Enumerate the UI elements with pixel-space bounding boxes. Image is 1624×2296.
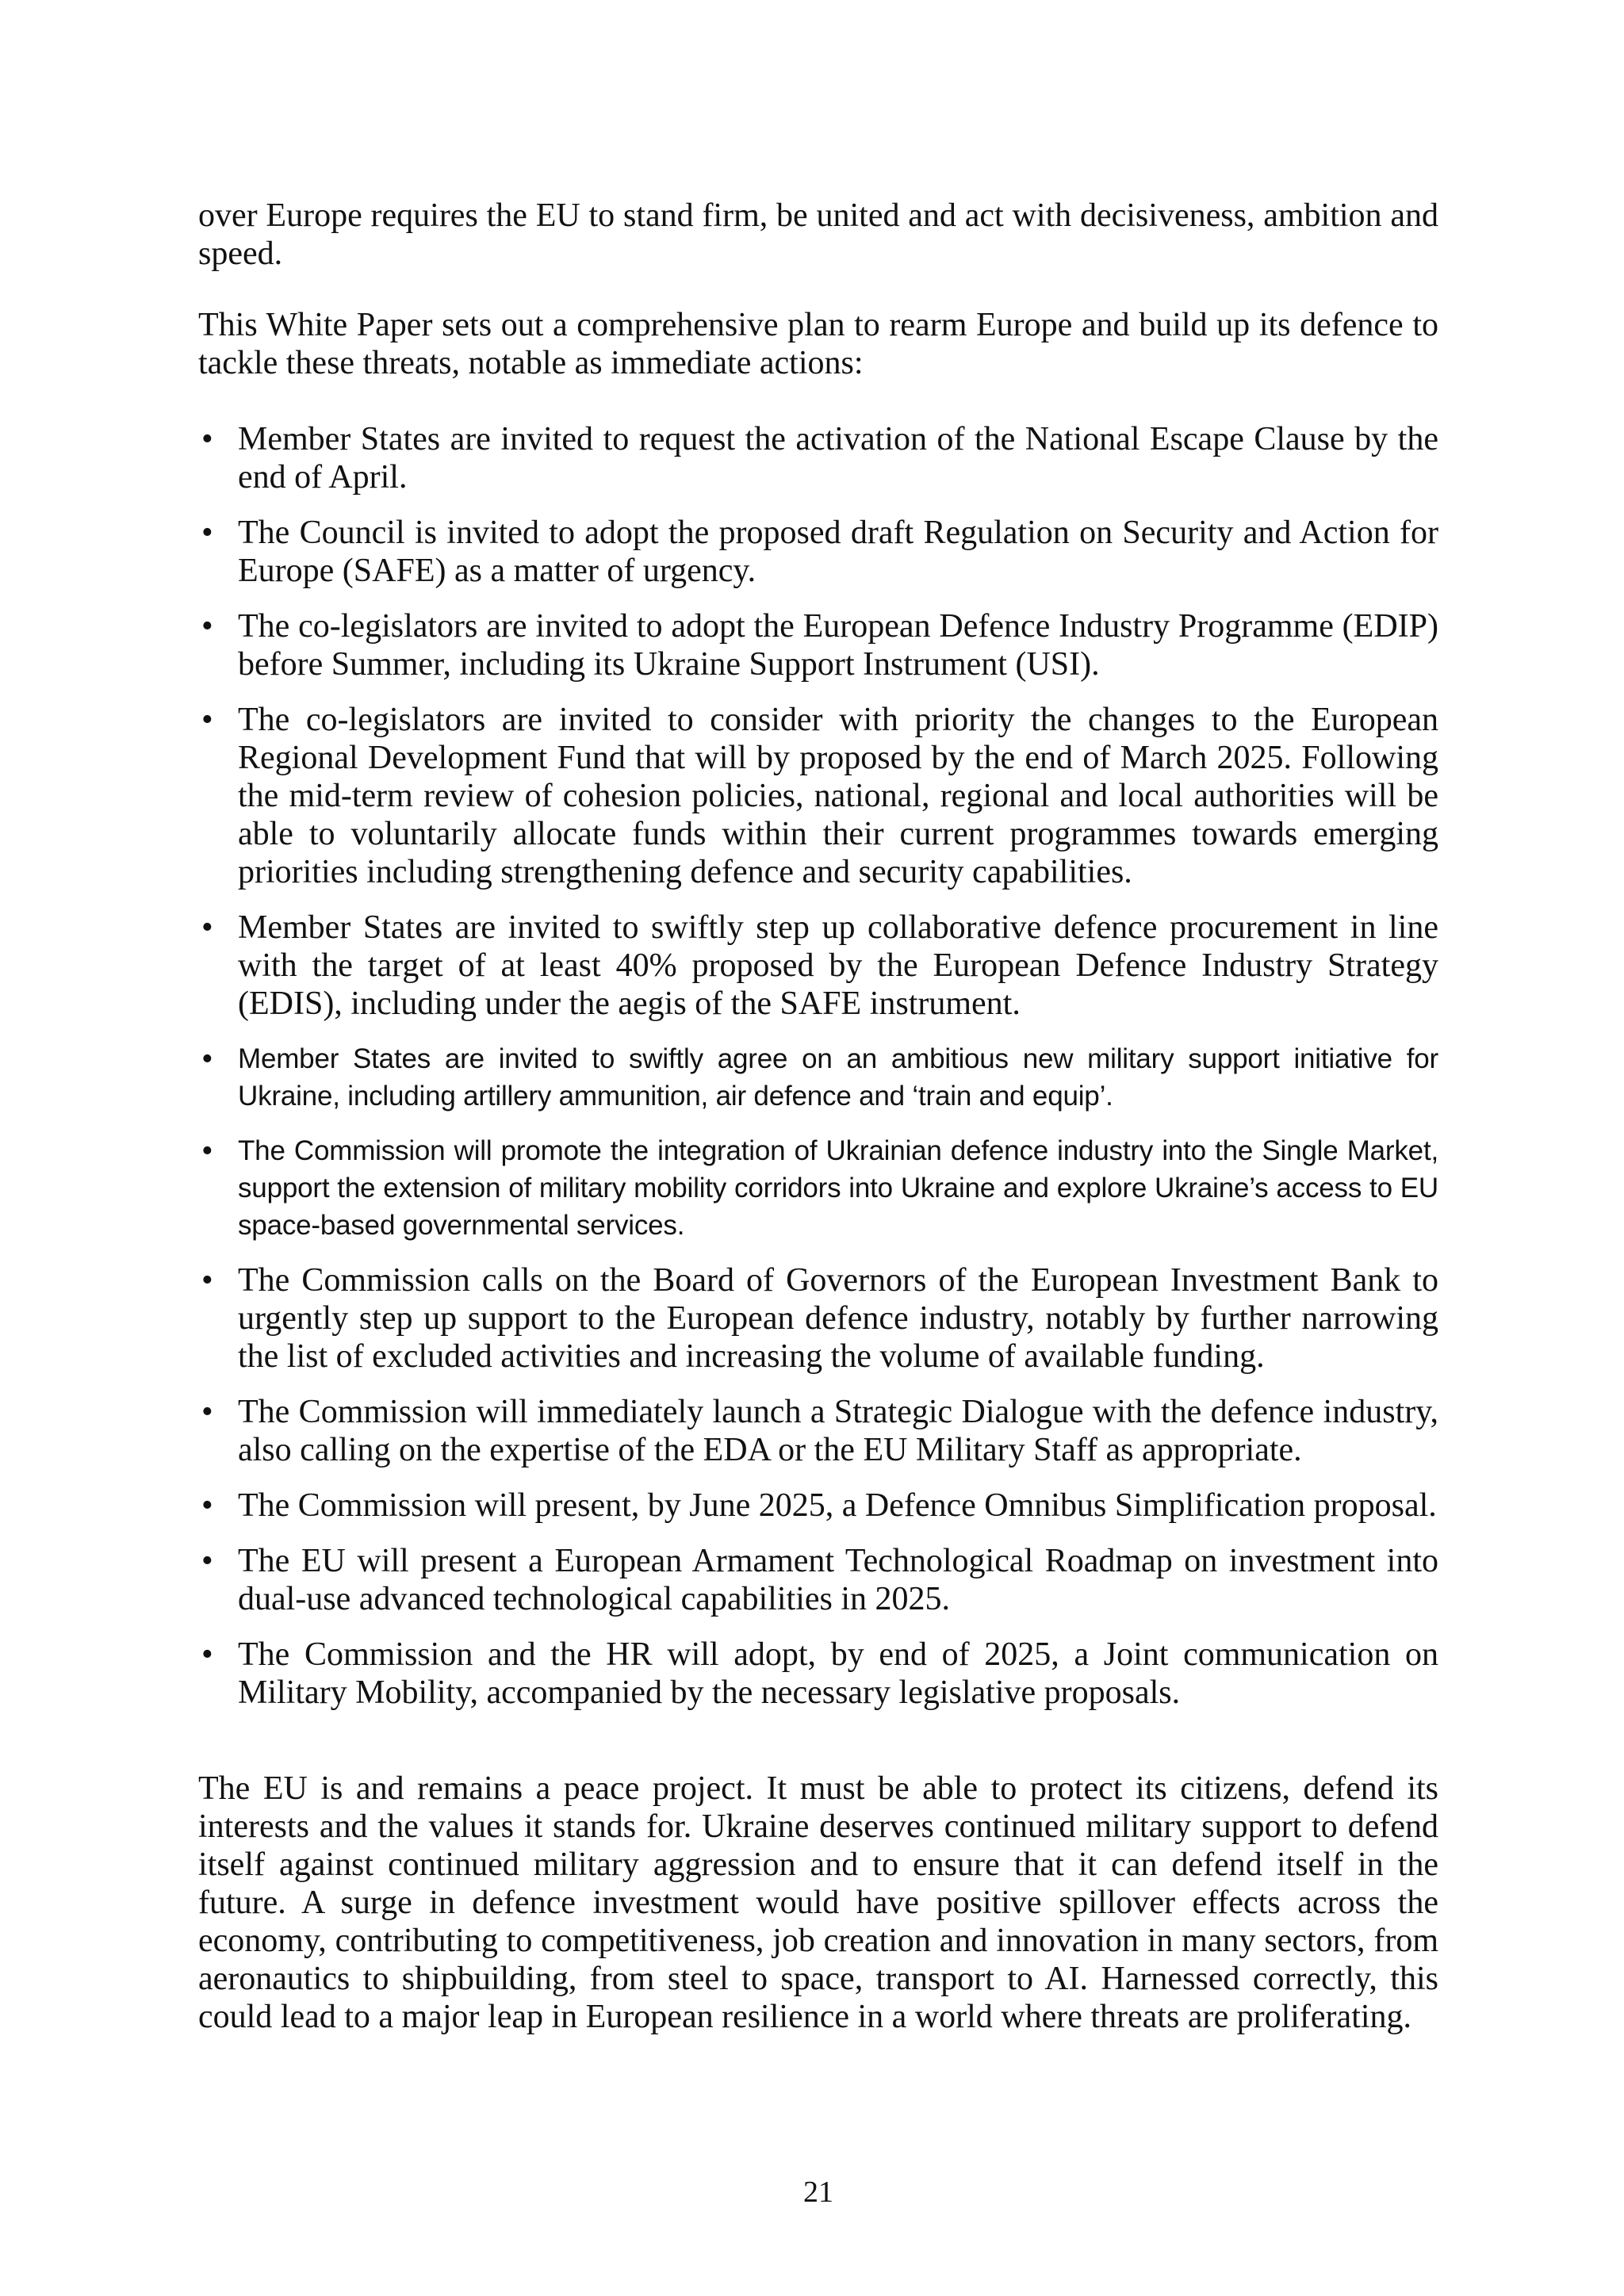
list-item-text: Member States are invited to swiftly agree on an ambitious new military support initiative for Ukraine, including artillery ammunition, air defence and ‘train and equip’. [238,1043,1438,1112]
bullet-icon: • [201,1636,213,1673]
bullet-icon: • [201,1487,213,1524]
list-item-omnibus [198,1487,1438,1525]
list-item-regional-fund [198,701,1438,891]
bullet-icon: • [201,1133,213,1169]
list-item-eib [198,1261,1438,1376]
list-item-ukraine-support [198,1040,1438,1115]
list-item-ukraine-integration [198,1132,1438,1244]
list-item-military-mobility [198,1636,1438,1712]
bullet-icon: • [201,1543,213,1579]
list-item-text: The Council is invited to adopt the proposed draft Regulation on Security and Action for Europe (SAFE) as a matter of urgency. [238,515,1438,589]
immediate-actions-list [198,420,1438,1729]
page-number: 21 [803,2175,833,2209]
paragraph-white-paper: This White Paper sets out a comprehensive plan to rearm Europe and build up its defence to tackle these threats, notable as immediate actions: [198,307,1438,381]
bullet-icon: • [201,608,213,645]
list-item-text: Member States are invited to request the activation of the National Escape Clause by the end of April. [238,421,1438,496]
document-page [198,0,1438,2296]
list-item-escape-clause [198,420,1438,496]
list-item-procurement [198,909,1438,1023]
list-item-text: The EU will present a European Armament Technological Roadmap on investment into dual-use advanced technological capabilities in 2025. [238,1543,1438,1617]
bullet-icon: • [201,421,213,457]
bullet-icon: • [201,909,213,946]
list-item-text: The Commission will present, by June 2025, a Defence Omnibus Simplification proposal. [238,1487,1437,1524]
bullet-icon: • [201,515,213,551]
list-item-edip [198,607,1438,683]
paragraph-intro-continued: over Europe requires the EU to stand firm, be united and act with decisiveness, ambition and speed. [198,197,1438,272]
list-item-text: The co-legislators are invited to adopt the European Defence Industry Programme (EDIP) before Summer, including its Ukraine Support Instrument (USI). [238,608,1438,683]
list-item-text: The Commission and the HR will adopt, by end of 2025, a Joint communication on Military Mobility, accompanied by the necessary legislative proposals. [238,1636,1438,1711]
list-item-text: The Commission will immediately launch a Strategic Dialogue with the defence industry, also calling on the expertise of the EDA or the EU Military Staff as appropriate. [238,1394,1438,1468]
list-item-strategic-dialogue [198,1393,1438,1469]
paragraph-peace-project: The EU is and remains a peace project. It must be able to protect its citizens, defend its interests and the values it stands for. Ukraine deserves continued military support to defend itself against continued military aggression and to ensure that it can defend itself in the future. A surge in defence investment would have positive spillover effects across the economy, contributing to competitiveness, job creation and innovation in many sectors, from aeronautics to shipbuilding, from steel to space, transport to AI. Harnessed correctly, this could lead to a major leap in European resilience in a world where threats are proliferating. [198,1770,1438,2035]
bullet-icon: • [201,1262,213,1299]
list-item-roadmap [198,1542,1438,1618]
list-item-text: Member States are invited to swiftly step up collaborative defence procurement in line with the target of at least 40% proposed by the European Defence Industry Strategy (EDIS), including under the aegis of the SAFE instrument. [238,909,1438,1022]
bullet-icon: • [201,1394,213,1430]
list-item-safe-regulation [198,514,1438,590]
bullet-icon: • [201,1041,213,1077]
list-item-text: The co-legislators are invited to consider with priority the changes to the European Regional Development Fund that will by proposed by the end of March 2025. Following the mid-term review of cohesion policies, national, regional and local authorities will be able to voluntarily allocate funds within their current programmes towards emerging priorities including strengthening defence and security capabilities. [238,702,1438,890]
list-item-text: The Commission calls on the Board of Governors of the European Investment Bank to urgently step up support to the European defence industry, notably by further narrowing the list of excluded activities and increasing the volume of available funding. [238,1262,1438,1375]
list-item-text: The Commission will promote the integration of Ukrainian defence industry into the Single Market, support the extension of military mobility corridors into Ukraine and explore Ukraine’s access to EU space-based governmental services. [238,1135,1438,1241]
bullet-icon: • [201,702,213,738]
